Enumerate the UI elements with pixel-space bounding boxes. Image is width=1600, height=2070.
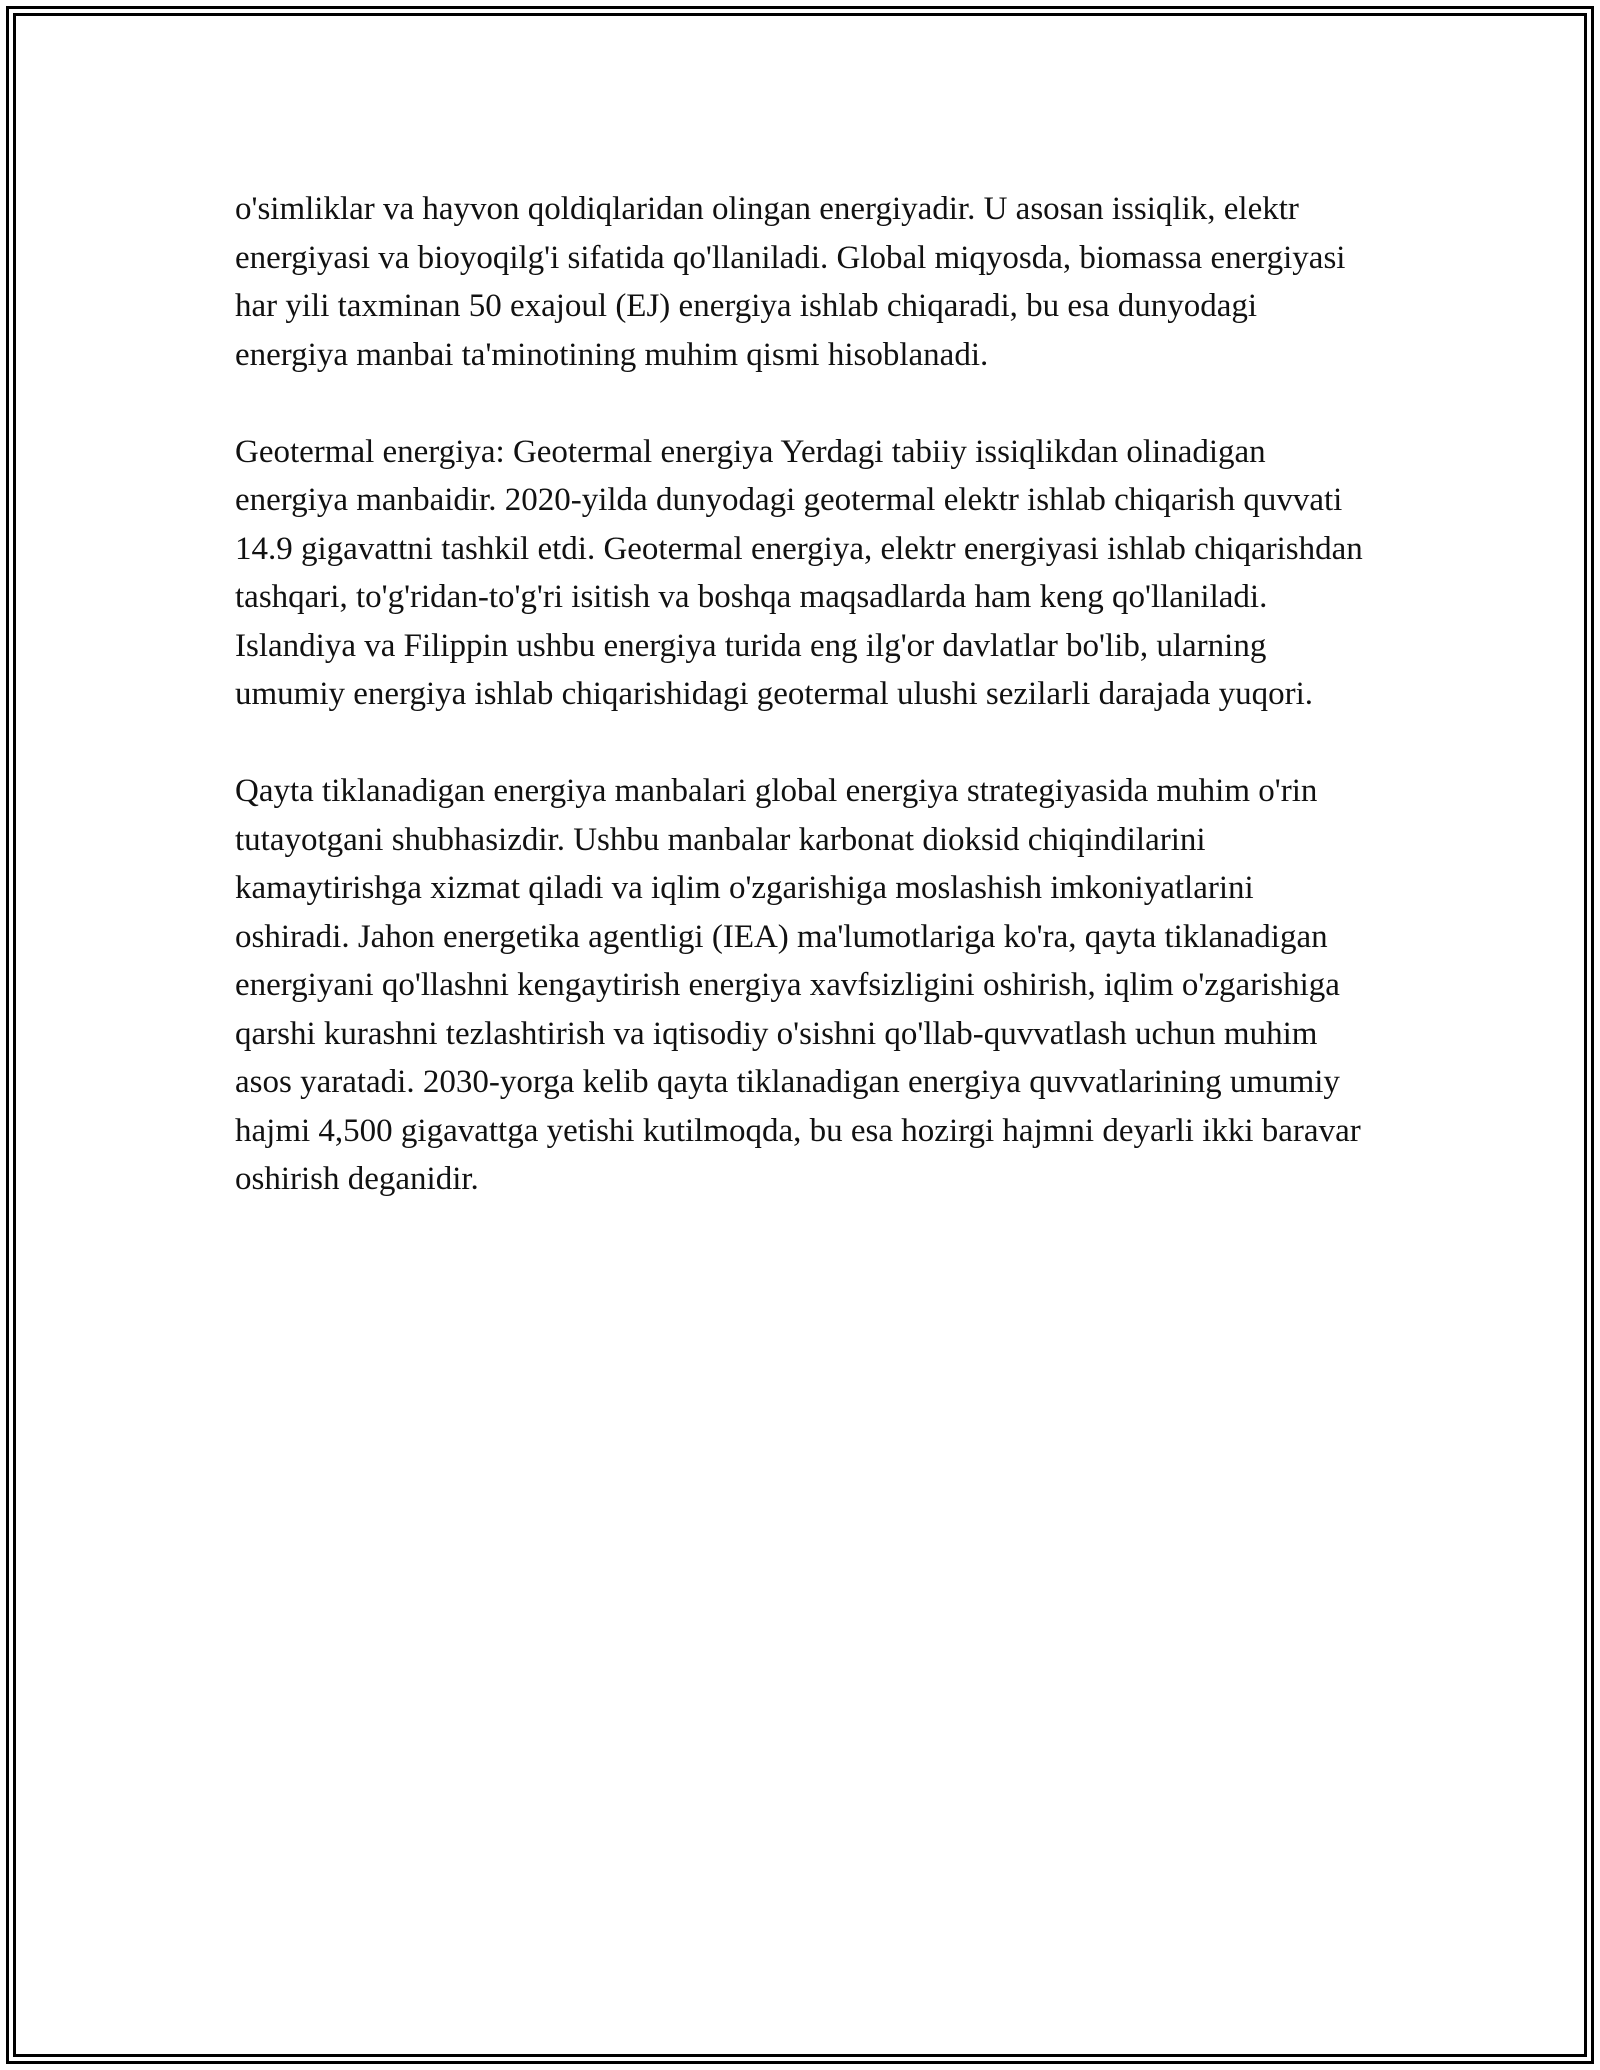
paragraph-geothermal: Geotermal energiya: Geotermal energiya Yerdagi tabiiy issiqlikdan olinadigan energiya manbaidir. 2020-yilda dunyodagi geotermal elektr ishlab chiqarish quvvati 14.9 gigavattni tashkil etdi. Geotermal energiya, elektr energiyasi ishlab chiqarishdan tashqari, to'g'ridan-to'g'ri isitish va boshqa maqsadlarda ham keng qo'llaniladi. Islandiya va Filippin ushbu energiya turida eng ilg'or davlatlar bo'lib, ularning umumiy energiya ishlab chiqarishidagi geotermal ulushi sezilarli darajada yuqori. <box>235 433 1363 712</box>
document-body <box>235 185 1375 1204</box>
paragraph-biomass: o'simliklar va hayvon qoldiqlaridan olingan energiyadir. U asosan issiqlik, elektr energiyasi va bioyoqilg'i sifatida qo'llaniladi. Global miqyosda, biomassa energiyasi har yili taxminan 50 exajoul (EJ) energiya ishlab chiqaradi, bu esa dunyodagi energiya manbai ta'minotining muhim qismi hisoblanadi. <box>235 191 1346 373</box>
paragraph-renewables-summary: Qayta tiklanadigan energiya manbalari global energiya strategiyasida muhim o'rin tutayotgani shubhasizdir. Ushbu manbalar karbonat dioksid chiqindilarini kamaytirishga xizmat qiladi va iqlim o'zgarishiga moslashish imkoniyatlarini oshiradi. Jahon energetika agentligi (IEA) ma'lumotlariga ko'ra, qayta tiklanadigan energiyani qo'llashni kengaytirish energiya xavfsizligini oshirish, iqlim o'zgarishiga qarshi kurashni tezlashtirish va iqtisodiy o'sishni qo'llab-quvvatlash uchun muhim asos yaratadi. 2030-yorga kelib qayta tiklanadigan energiya quvvatlarining umumiy hajmi 4,500 gigavattga yetishi kutilmoqda, bu esa hozirgi hajmni deyarli ikki baravar oshirish deganidir. <box>235 773 1361 1197</box>
